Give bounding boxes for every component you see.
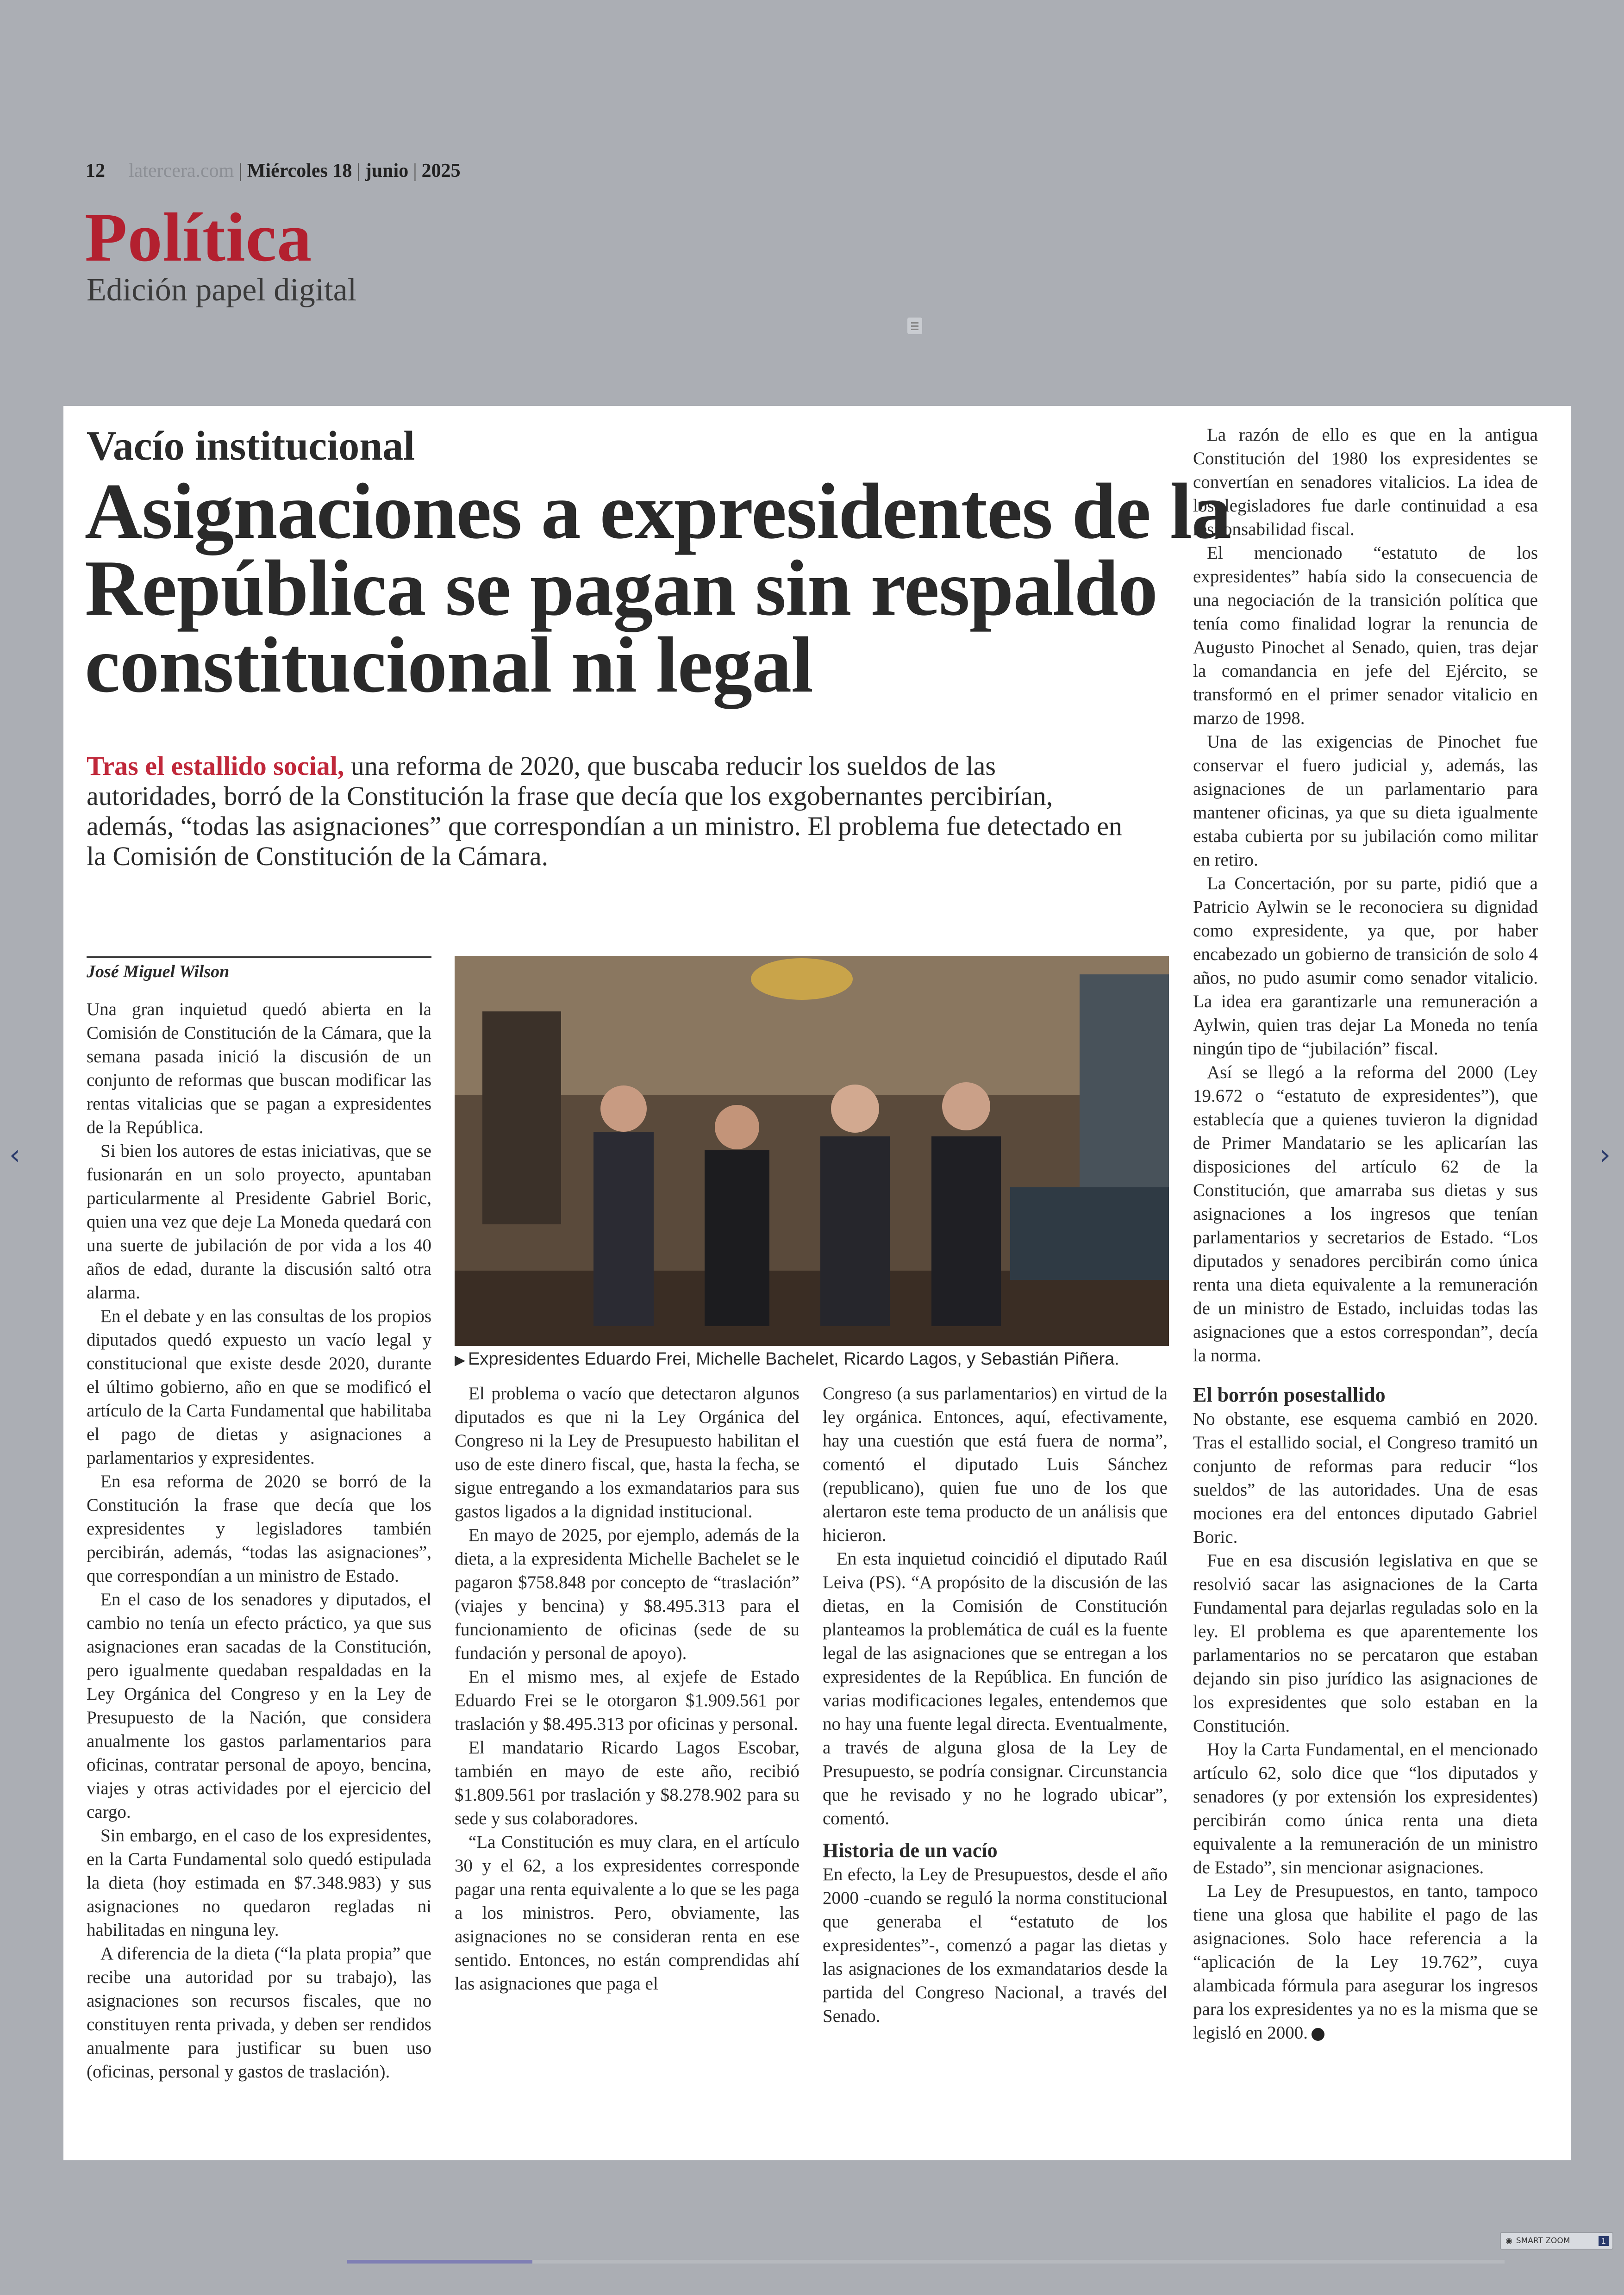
paragraph: Así se llegó a la reforma del 2000 (Ley 19.672 o “estatuto de expresidentes”), que establecía que a quienes tuvieron la dignidad de Primer Mandatario se les aplicarían las disposiciones del artículo 62 de la Constitución, que amarraba sus dietas y sus asignaciones a los ingresos que tenían parlamentarios y secretarios de Estado. “Los diputados y senadores percibirán como única renta una dieta equivalente a la remuneración de un ministro de Estado, incluidas todas las asignaciones que a estos correspondan”, decía la norma.	[1193, 1062, 1538, 1366]
paragraph: La razón de ello es que en la antigua Constitución del 1980 los expresidentes se convertían en senadores vitalicios. La idea de los legisladores fue darle continuidad a esa responsabilidad fiscal.	[1193, 425, 1538, 539]
byline: José Miguel Wilson	[87, 956, 431, 982]
paragraph: En mayo de 2025, por ejemplo, además de la dieta, a la expresidenta Michelle Bachelet se le pagaron $758.848 por concepto de “traslación” (viajes y bencina) y $8.495.313 para el funcionamiento de oficinas (sede de su fundación y personal de apoyo).	[455, 1525, 800, 1663]
date-month: junio	[365, 160, 409, 181]
newspaper-page	[63, 406, 1571, 2160]
edition-label: Edición papel digital	[87, 272, 357, 308]
paragraph-text: La Ley de Presupuestos, en tanto, tampoco tiene una glosa que habilite el pago de las asignaciones. Solo hace referencia a la “aplicación de la Ley 19.762”, cuya alambicada fórmula para asegurar los ingresos para los expresidentes ya no es la misma que se legisló en 2000.	[1193, 1881, 1538, 2043]
paragraph: “La Constitución es muy clara, en el artículo 30 y el 62, a los expresidentes corresponde pagar una renta equivalente a lo que se les paga a los ministros. Pero, obviamente, las asignaciones no se consideran renta en ese sentido. Entonces, no están comprendidas ahí las asignaciones que paga el	[455, 1832, 800, 1994]
section-title: Política	[85, 199, 312, 276]
date-day: Miércoles 18	[247, 160, 352, 181]
caption-triangle-icon: ▶	[455, 1353, 466, 1368]
photo-illustration	[455, 956, 1169, 1346]
paragraph: A diferencia de la dieta (“la plata propia” que recibe una autoridad por su trabajo), las asignaciones son recursos fiscales, que no constituyen renta privada, y deben ser rendidos anualmente para justificar su buen uso (oficinas, personal y gastos de traslación).	[87, 1944, 431, 2082]
paragraph	[1193, 1879, 1538, 2045]
page-meta: 12 latercera.com | Miércoles 18 | junio | 2025	[86, 160, 461, 181]
paragraph: El mencionado “estatuto de los expresidentes” había sido la consecuencia de una negociación de la transición política que tenía como finalidad lograr la renuncia de Augusto Pinochet al Senado, quien, tras dejar la comandancia en jefe del Ejército, se transformó en el primer senador vitalicio en marzo de 1998.	[1193, 543, 1538, 728]
page-scrubber-fill[interactable]	[347, 2260, 532, 2264]
paragraph: En el mismo mes, al exjefe de Estado Eduardo Frei se le otorgaron $1.909.561 por traslación y $8.495.313 por oficinas y personal.	[455, 1667, 800, 1734]
paragraph: Sin embargo, en el caso de los expresidentes, en la Carta Fundamental solo quedó estipulada la dieta (hoy estimada en $7.348.983) y sus asignaciones no quedaron regladas ni habilitadas en ninguna ley.	[87, 1826, 431, 1940]
next-page-arrow[interactable]: ›	[1599, 1139, 1611, 1171]
paragraph: Una de las exigencias de Pinochet fue conservar el fuero judicial y, además, las asignaciones de un parlamentario para mantener oficinas, ya que su dieta igualmente estaba cubierta por su jubilación como militar en retiro.	[1193, 732, 1538, 870]
subhead: Historia de un vacío	[823, 1839, 998, 1862]
column-3	[823, 1382, 1168, 2028]
photo-caption	[455, 1349, 1177, 1369]
subhead: El borrón posestallido	[1193, 1384, 1386, 1406]
paragraph: La Concertación, por su parte, pidió que a Patricio Aylwin se le reconociera su dignidad como expresidente, ya que, por haber encabezado un gobierno de transición de solo 4 años, no pudo asumir como senador vitalicio. La idea era garantizarle una remuneración a Aylwin, quien tras dejar La Moneda no tenía ningún tipo de “jubilación” fiscal.	[1193, 873, 1538, 1059]
caption-text: Expresidentes Eduardo Frei, Michelle Bachelet, Ricardo Lagos, y Sebastián Piñera.	[468, 1349, 1119, 1369]
paragraph: Una gran inquietud quedó abierta en la Comisión de Constitución de la Cámara, que la semana pasada inició la discusión de un conjunto de reformas que buscan modificar las rentas vitalicias que se pagan a expresidentes de la República.	[87, 999, 431, 1137]
paragraph: En esa reforma de 2020 se borró de la Constitución la frase que decía que los expresidentes y legisladores también percibirán, además, “todas las asignaciones”, que correspondían a un ministro de Estado.	[87, 1472, 431, 1586]
smart-zoom-badge: 1	[1599, 2236, 1609, 2246]
page-number: 12	[86, 160, 105, 181]
lede-highlight: Tras el estallido social,	[87, 751, 344, 781]
article-kicker: Vacío institucional	[87, 423, 415, 469]
column-1	[87, 998, 431, 2083]
date-year: 2025	[421, 160, 461, 181]
article-headline: Asignaciones a expresidentes de la República se pagan sin respaldo constitucional ni legal	[85, 468, 1231, 709]
paragraph: No obstante, ese esquema cambió en 2020. Tras el estallido social, el Congreso tramitó un conjunto de reformas para reducir “los sueldos” de las autoridades. Una de esas mociones era del entonces diputado Gabriel Boric.	[1193, 1409, 1538, 1547]
column-2	[455, 1382, 800, 1996]
paragraph: El mandatario Ricardo Lagos Escobar, también en mayo de este año, recibió $1.809.561 por traslación y $8.278.902 para su sede y sus colaboradores.	[455, 1738, 800, 1828]
article-photo	[455, 956, 1169, 1346]
paragraph: En esta inquietud coincidió el diputado Raúl Leiva (PS). “A propósito de la discusión de las dietas, en la Comisión de Constitución planteamos la problemática de cuál es la fuente legal de las asignaciones que se entregan a los expresidentes de la República. En función de varias modificaciones legales, entendemos que no hay una fuente legal directa. Eventualmente, a través de alguna glosa de la Ley de Presupuesto, se podría consignar. Circunstancia que he revisado y no he logrado ubicar”, comentó.	[823, 1549, 1168, 1828]
article-lede	[87, 751, 1128, 871]
prev-page-arrow[interactable]: ‹	[9, 1139, 20, 1171]
smart-zoom-label: SMART ZOOM	[1516, 2236, 1570, 2245]
page-menu-icon[interactable]	[907, 318, 922, 334]
paragraph: En efecto, la Ley de Presupuestos, desde el año 2000 -cuando se reguló la norma constitucional que generaba el “estatuto de los expresidentes”-, comenzó a pagar las dietas y las asignaciones de los exmandatarios desde la partida del Congreso Nacional, a través del Senado.	[823, 1865, 1168, 2026]
end-mark-icon	[1312, 2028, 1324, 2041]
paragraph: En el debate y en las consultas de los propios diputados quedó expuesto un vacío legal y constitucional que existe desde 2020, durante el último gobierno, año en que se modificó el artículo de la Carta Fundamental que habilitaba el pago de dietas y asignaciones a parlamentarios y expresidentes.	[87, 1306, 431, 1468]
eye-icon: ◉	[1505, 2236, 1512, 2245]
column-4	[1193, 423, 1538, 2045]
paragraph: En el caso de los senadores y diputados, el cambio no tenía un efecto práctico, ya que sus asignaciones eran sacadas de la Constitución, pero igualmente quedaban respaldadas en la Ley Orgánica del Congreso y en la Ley de Presupuesto de la Nación, que considera anualmente los gastos parlamentarios para oficinas, contratar personal de apoyo, bencina, viajes y otras actividades por el ejercicio del cargo.	[87, 1590, 431, 1822]
paragraph: Hoy la Carta Fundamental, en el mencionado artículo 62, solo dice que “los diputados y senadores (y por extensión los expresidentes) percibirán como única renta una dieta equivalente a la remuneración de un ministro de Estado”, sin mencionar asignaciones.	[1193, 1740, 1538, 1877]
lede-text: una reforma de 2020, que buscaba reducir los sueldos de las autoridades, borró de la Constitución la frase que decía que los exgobernantes percibirían, además, “todas las asignaciones” que correspondían a un ministro. El problema fue detectado en la Comisión de Constitución de la Cámara.	[87, 751, 1123, 871]
paragraph: Congreso (a sus parlamentarios) en virtud de la ley orgánica. Entonces, aquí, efectivamente, hay una cuestión que está fuera de norma”, comentó el diputado Luis Sánchez (republicano), quien fue uno de los que alertaron este tema producto de un análisis que hicieron.	[823, 1384, 1168, 1545]
smart-zoom-button[interactable]	[1500, 2232, 1613, 2250]
paragraph: Si bien los autores de estas iniciativas, que se fusionarán en un solo proyecto, apuntaban particularmente al Presidente Gabriel Boric, quien una vez que deje La Moneda quedará con una suerte de jubilación de por vida a los 40 años de edad, durante la discusión saltó otra alarma.	[87, 1141, 431, 1303]
paragraph: Fue en esa discusión legislativa en que se resolvió sacar las asignaciones de la Carta Fundamental para dejarlas reguladas solo en la ley. El problema es que aparentemente los parlamentarios no se percataron que estaban dejando sin piso jurídico las asignaciones de los expresidentes que solo estaban en la Constitución.	[1193, 1551, 1538, 1736]
paragraph: El problema o vacío que detectaron algunos diputados es que ni la Ley Orgánica del Congreso ni la Ley de Presupuesto habilitan el uso de este dinero fiscal, que, hasta la fecha, se sigue entregando a los exmandatarios para sus gastos ligados a la dignidad institucional.	[455, 1384, 800, 1522]
site-name: latercera.com	[129, 160, 234, 181]
